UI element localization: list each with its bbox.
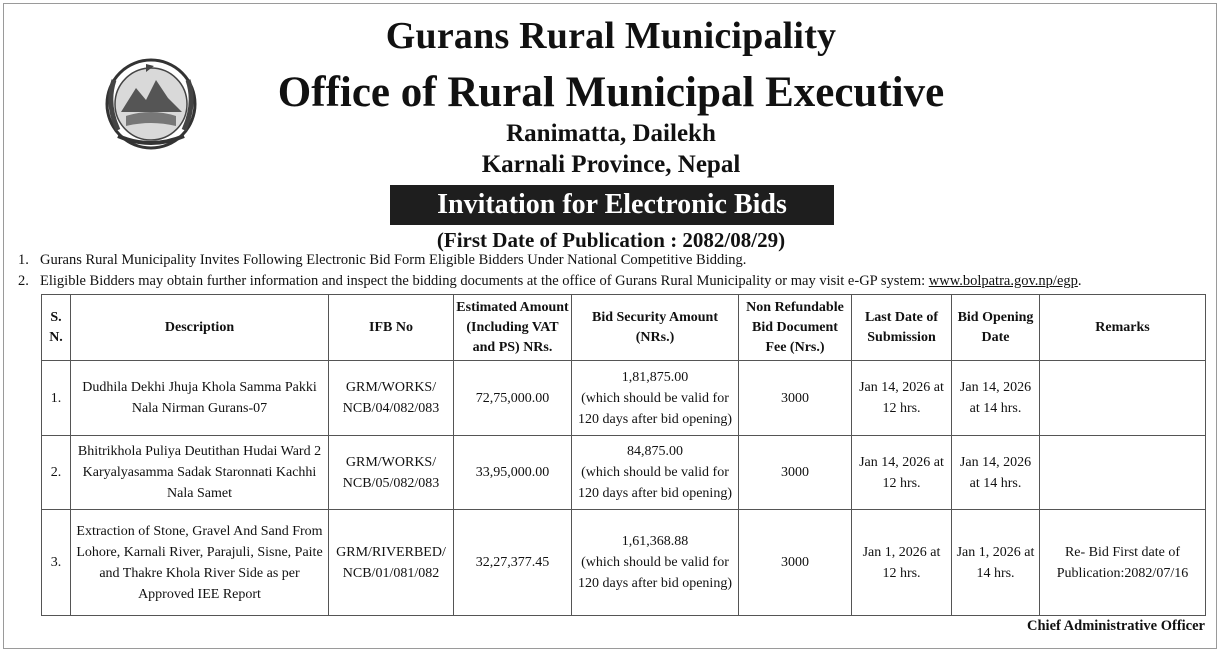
title-line1: Gurans Rural Municipality (385, 15, 837, 57)
note-2 (18, 273, 1082, 290)
note-text-end: . (1077, 273, 1082, 289)
table-row (42, 510, 1206, 616)
cell-sn: 3. (42, 510, 71, 616)
cell-remarks: Re- Bid First date of Publication:2082/07/16 (1040, 510, 1206, 616)
header-sn: S. N. (42, 295, 71, 361)
address-line2: Karnali Province, Nepal (481, 151, 741, 178)
note-text: Gurans Rural Municipality Invites Following Electronic Bid Form Eligible Bidders Under National Competitive Bidding. (40, 252, 747, 268)
header-bid-security: Bid Security Amount (NRs.) (572, 295, 739, 361)
header-document-fee: Non Refundable Bid Document Fee (Nrs.) (739, 295, 852, 361)
security-note: (which should be valid for 120 days after bid opening) (578, 465, 732, 501)
cell-description: Bhitrikhola Puliya Deutithan Hudai Ward 2 Karyalyasamma Sadak Staronnati Kachhi Nala Samet (71, 436, 329, 510)
bids-table (41, 294, 1206, 616)
cell-sn: 1. (42, 361, 71, 436)
cell-remarks (1040, 436, 1206, 510)
cell-opening: Jan 14, 2026 at 14 hrs. (952, 436, 1040, 510)
cell-opening: Jan 14, 2026 at 14 hrs. (952, 361, 1040, 436)
table-header-row (42, 295, 1206, 361)
cell-fee: 3000 (739, 510, 852, 616)
cell-security (572, 436, 739, 510)
security-note: (which should be valid for 120 days after bid opening) (578, 390, 732, 427)
security-amount: 1,61,368.88 (621, 534, 689, 549)
cell-last-date: Jan 14, 2026 at 12 hrs. (852, 361, 952, 436)
cell-last-date: Jan 14, 2026 at 12 hrs. (852, 436, 952, 510)
cell-fee: 3000 (739, 361, 852, 436)
cell-security (572, 361, 739, 436)
cell-opening: Jan 1, 2026 at 14 hrs. (952, 510, 1040, 616)
table-row (42, 361, 1206, 436)
cell-security (572, 510, 739, 616)
cell-estimated: 72,75,000.00 (454, 361, 572, 436)
cell-ifb: GRM/RIVERBED/ NCB/01/081/082 (329, 510, 454, 616)
header-remarks: Remarks (1040, 295, 1206, 361)
header-ifb-no: IFB No (329, 295, 454, 361)
cell-ifb: GRM/WORKS/ NCB/04/082/083 (329, 361, 454, 436)
header-opening-date: Bid Opening Date (952, 295, 1040, 361)
cell-description: Dudhila Dekhi Jhuja Khola Samma Pakki Nala Nirman Gurans-07 (71, 361, 329, 436)
publication-date: (First Date of Publication : 2082/08/29) (436, 228, 786, 252)
cell-ifb: GRM/WORKS/ NCB/05/082/083 (329, 436, 454, 510)
signoff: Chief Administrative Officer (1027, 618, 1205, 634)
invitation-banner: Invitation for Electronic Bids (390, 185, 834, 225)
cell-estimated: 32,27,377.45 (454, 510, 572, 616)
note-text: Eligible Bidders may obtain further information and inspect the bidding documents at the office of Gurans Rural Municipality or may visit e-GP system: (40, 273, 929, 289)
header-last-date: Last Date of Submission (852, 295, 952, 361)
cell-remarks (1040, 361, 1206, 436)
cell-estimated: 33,95,000.00 (454, 436, 572, 510)
title-line2: Office of Rural Municipal Executive (277, 69, 945, 116)
note-number: 2. (18, 273, 29, 289)
table-row (42, 436, 1206, 510)
security-note: (which should be valid for 120 days after bid opening) (578, 555, 732, 591)
security-amount: 84,875.00 (627, 444, 683, 459)
cell-last-date: Jan 1, 2026 at 12 hrs. (852, 510, 952, 616)
address-line1: Ranimatta, Dailekh (506, 120, 716, 147)
security-amount: 1,81,875.00 (621, 369, 689, 385)
cell-description: Extraction of Stone, Gravel And Sand From Lohore, Karnali River, Parajuli, Sisne, Paite and Thakre Khola River Side as per Approved IEE Report (71, 510, 329, 616)
header-estimated-amount: Estimated Amount (Including VAT and PS) NRs. (454, 295, 572, 361)
note-number: 1. (18, 252, 29, 268)
note-1 (18, 252, 746, 269)
cell-fee: 3000 (739, 436, 852, 510)
cell-sn: 2. (42, 436, 71, 510)
egp-link[interactable]: www.bolpatra.gov.np/egp (928, 273, 1078, 289)
header-description: Description (71, 295, 329, 361)
